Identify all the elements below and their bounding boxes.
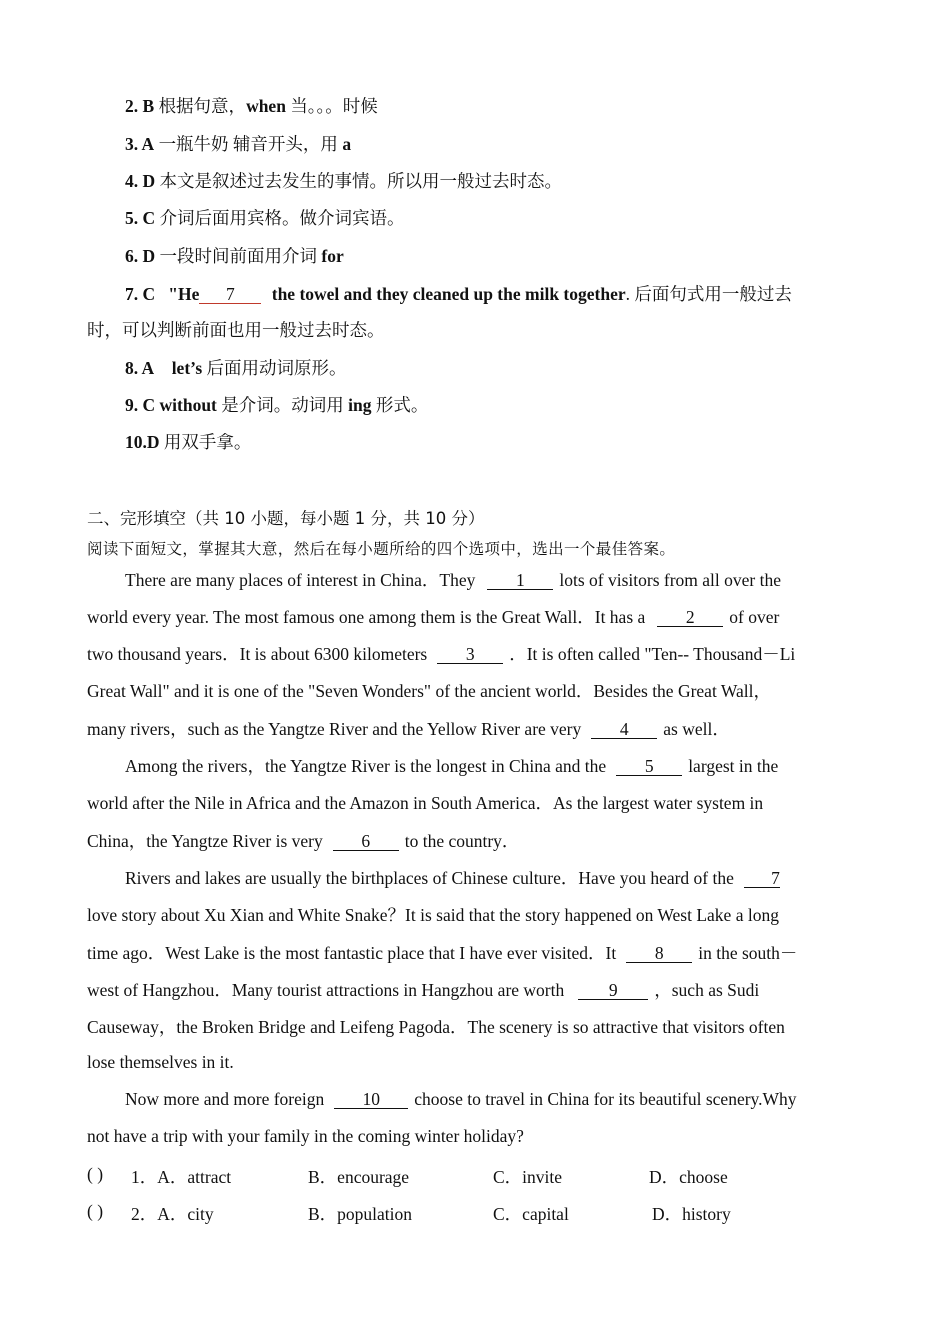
passage-text: as well．: [663, 719, 730, 739]
passage-line-7: world after the Nile in Africa and the Amazon in South America．As the largest water system in: [87, 793, 764, 813]
answer-text: 时，可以判断前面也用一般过去时态。: [87, 320, 385, 340]
passage-text: lots of visitors from all over the: [559, 570, 781, 590]
passage-text: choose to travel in China for its beautiful scenery.Why: [414, 1089, 797, 1109]
answer-8: [125, 355, 867, 380]
passage-text: largest in the: [688, 756, 779, 776]
passage-text: Among the rivers，the Yangtze River is the longest in China and the: [125, 756, 607, 776]
answer-6: [125, 243, 867, 268]
answer-en: let’s: [171, 358, 203, 378]
passage-line-4: Great Wall" and it is one of the "Seven Wonders" of the ancient world．Besides the Great Wall，: [87, 681, 771, 701]
blank-8[interactable]: 8: [626, 944, 692, 963]
answer-en: ing: [348, 395, 372, 415]
answer-paren[interactable]: ( ): [87, 1164, 104, 1184]
blank-10[interactable]: 10: [334, 1090, 408, 1109]
passage-line-3: [87, 641, 867, 666]
passage-line-1: [125, 567, 867, 592]
passage-text: time ago．West Lake is the most fantastic place that I have ever visited．It: [87, 943, 617, 963]
passage-text: world every year. The most famous one among them is the Great Wall．It has a: [87, 607, 646, 627]
answer-7-continued: [87, 317, 867, 342]
answer-key: 8. A: [125, 358, 155, 378]
answer-key: 2. B: [125, 96, 155, 116]
passage-line-15: [125, 1089, 867, 1110]
passage-text: Rivers and lakes are usually the birthplaces of Chinese culture．Have you heard of the: [125, 868, 734, 888]
passage-line-14: lose themselves in it.: [87, 1052, 234, 1072]
option-c[interactable]: C．invite: [493, 1167, 563, 1187]
answer-en: for: [321, 246, 344, 266]
answer-text: 一段时间前面用介词: [159, 246, 318, 266]
blank-7[interactable]: 7: [744, 869, 780, 888]
answer-10: [125, 429, 867, 454]
passage-text: of over: [729, 607, 780, 627]
blank-6[interactable]: 6: [333, 832, 399, 851]
option-b[interactable]: B．population: [308, 1204, 413, 1224]
answer-text: 当。。。时候: [290, 96, 378, 116]
passage-text: Now more and more foreign: [125, 1089, 325, 1109]
answer-key: 9. C: [125, 395, 156, 415]
answer-2: [125, 93, 867, 118]
section-instruction: 阅读下面短文，掌握其大意，然后在每小题所给的四个选项中，选出一个最佳答案。: [87, 540, 676, 558]
answer-key: 3. A: [125, 134, 155, 154]
passage-line-12: [87, 977, 867, 1002]
answer-key: 10.D: [125, 432, 160, 452]
passage-line-10: love story about Xu Xian and White Snake？It is said that the story happened on West Lake a long: [87, 905, 779, 925]
answer-text: 介词后面用宾格。做介词宾语。: [159, 208, 405, 228]
option-a[interactable]: 1．A．attract: [131, 1167, 232, 1187]
answer-en: without: [159, 395, 217, 415]
blank-5[interactable]: 5: [616, 757, 682, 776]
answer-5: [125, 205, 867, 230]
answer-key: 4. D: [125, 171, 156, 191]
answer-en: a: [342, 134, 352, 154]
answer-blank: 7: [199, 285, 261, 304]
answer-text: 一瓶牛奶 辅音开头，用: [158, 134, 338, 154]
passage-line-6: [125, 753, 867, 778]
answer-text: 是介词。动词用: [221, 395, 344, 415]
answer-9: [125, 392, 867, 417]
passage-text: two thousand years．It is about 6300 kilometers: [87, 644, 428, 664]
passage-text: China，the Yangtze River is very: [87, 831, 323, 851]
passage-text: to the country．: [404, 831, 520, 851]
answer-text: . 后面句式用一般过去: [625, 284, 792, 304]
quote-end: the towel and they cleaned up the milk together: [271, 284, 626, 304]
passage-line-16: not have a trip with your family in the coming winter holiday?: [87, 1126, 524, 1146]
passage-text: in the south－: [698, 943, 798, 963]
answer-key: 5. C: [125, 208, 156, 228]
answer-text: 形式。: [375, 395, 429, 415]
option-d[interactable]: D．history: [652, 1204, 731, 1224]
answer-3: [125, 131, 867, 156]
option-a[interactable]: 2．A．city: [131, 1204, 214, 1224]
answer-text: 本文是叙述过去发生的事情。所以用一般过去时态。: [159, 171, 563, 191]
passage-line-11: [87, 940, 867, 965]
blank-1[interactable]: 1: [487, 571, 553, 590]
answer-4: [125, 168, 867, 193]
answer-paren[interactable]: ( ): [87, 1201, 104, 1221]
blank-9[interactable]: 9: [578, 981, 648, 1000]
quote-start: "He: [168, 284, 200, 304]
answer-7: [125, 281, 867, 306]
passage-text: ，such as Sudi: [654, 980, 760, 1000]
passage-line-9: [125, 865, 867, 890]
option-b[interactable]: B．encourage: [308, 1167, 410, 1187]
answer-text: 用双手拿。: [163, 432, 252, 452]
answer-text: 后面用动词原形。: [206, 358, 347, 378]
passage-text: There are many places of interest in China．They: [125, 570, 476, 590]
answer-en: when: [246, 96, 286, 116]
passage-line-8: [87, 828, 867, 853]
answer-text: 根据句意，: [158, 96, 247, 116]
passage-line-5: [87, 716, 867, 741]
section-title: 二、完形填空（共 10 小题，每小题 1 分，共 10 分）: [87, 509, 485, 528]
answer-key: 7. C: [125, 284, 156, 304]
passage-text: west of Hangzhou．Many tourist attractions in Hangzhou are worth: [87, 980, 565, 1000]
blank-4[interactable]: 4: [591, 720, 657, 739]
passage-text: many rivers，such as the Yangtze River and the Yellow River are very: [87, 719, 582, 739]
blank-2[interactable]: 2: [657, 608, 723, 627]
passage-line-13: Causeway，the Broken Bridge and Leifeng Pagoda．The scenery is so attractive that visitors often: [87, 1017, 785, 1037]
blank-3[interactable]: 3: [437, 645, 503, 664]
answer-key: 6. D: [125, 246, 156, 266]
option-d[interactable]: D．choose: [649, 1167, 728, 1187]
passage-line-2: [87, 604, 867, 629]
option-c[interactable]: C．capital: [493, 1204, 569, 1224]
passage-text: ．It is often called "Ten-- Thousand－Li: [509, 644, 796, 664]
